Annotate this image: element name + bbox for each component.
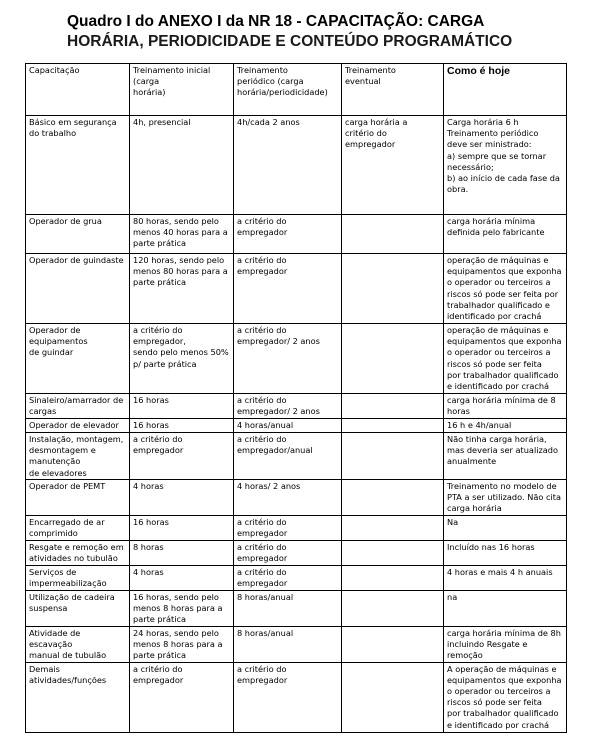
periodico-cell: a critério do empregador xyxy=(234,662,342,732)
table-row xyxy=(26,215,567,254)
periodico-cell: 4 horas/ 2 anos xyxy=(234,480,342,516)
eventual-cell xyxy=(342,480,444,516)
table-row xyxy=(26,480,567,516)
inicial-cell: 16 horas xyxy=(130,516,234,541)
como-e-hoje-cell: carga horária mínima definida pelo fabricante xyxy=(444,215,567,254)
inicial-cell: 16 horas, sendo pelo menos 8 horas para a parte prática xyxy=(130,591,234,627)
como-e-hoje-cell: Na xyxy=(444,516,567,541)
capacitacao-cell: Demais atividades/funções xyxy=(26,662,130,732)
periodico-cell: 4h/cada 2 anos xyxy=(234,116,342,215)
table-row xyxy=(26,433,567,480)
eventual-cell xyxy=(342,215,444,254)
inicial-cell: 4 horas xyxy=(130,480,234,516)
table-row xyxy=(26,516,567,541)
como-e-hoje-cell: carga horária mínima de 8 horas xyxy=(444,394,567,419)
eventual-cell xyxy=(342,394,444,419)
periodico-cell: a critério do empregador/ 2 anos xyxy=(234,394,342,419)
eventual-cell xyxy=(342,419,444,433)
como-e-hoje-cell: 16 h e 4h/anual xyxy=(444,419,567,433)
table-row xyxy=(26,394,567,419)
periodico-cell: 8 horas/anual xyxy=(234,591,342,627)
table-row xyxy=(26,566,567,591)
document-title xyxy=(67,12,547,52)
inicial-cell: a critério do empregador, sendo pelo menos 50% p/ parte prática xyxy=(130,324,234,394)
table-row xyxy=(26,419,567,433)
capacitacao-cell: Operador de guindaste xyxy=(26,254,130,324)
periodico-cell: a critério do empregador xyxy=(234,215,342,254)
capacitacao-cell: Operador de elevador xyxy=(26,419,130,433)
table-row xyxy=(26,626,567,662)
table-row xyxy=(26,116,567,215)
eventual-cell xyxy=(342,541,444,566)
inicial-cell: 80 horas, sendo pelo menos 40 horas para a parte prática xyxy=(130,215,234,254)
inicial-cell: 4h, presencial xyxy=(130,116,234,215)
header-treinamento-inicial: Treinamento inicial (carga horária) xyxy=(130,64,234,116)
header-como-e-hoje: Como é hoje xyxy=(444,64,567,116)
como-e-hoje-cell: operação de máquinas e equipamentos que exponha o operador ou terceiros a riscos só pode ser feita por trabalhador qualificado e identificado por crachá xyxy=(444,324,567,394)
como-e-hoje-cell: 4 horas e mais 4 h anuais xyxy=(444,566,567,591)
table-row xyxy=(26,324,567,394)
periodico-cell: a critério do empregador xyxy=(234,541,342,566)
eventual-cell xyxy=(342,324,444,394)
eventual-cell xyxy=(342,516,444,541)
eventual-cell: carga horária a critério do empregador xyxy=(342,116,444,215)
eventual-cell xyxy=(342,566,444,591)
inicial-cell: 24 horas, sendo pelo menos 8 horas para a parte prática xyxy=(130,626,234,662)
como-e-hoje-cell: Carga horária 6 h Treinamento periódico deve ser ministrado: a) sempre que se tornar necessário; b) ao início de cada fase da obra. xyxy=(444,116,567,215)
capacitacao-cell: Operador de grua xyxy=(26,215,130,254)
eventual-cell xyxy=(342,626,444,662)
table-row xyxy=(26,541,567,566)
table-header-row xyxy=(26,64,567,116)
capacitacao-cell: Básico em segurança do trabalho xyxy=(26,116,130,215)
capacitacao-cell: Utilização de cadeira suspensa xyxy=(26,591,130,627)
inicial-cell: 16 horas xyxy=(130,419,234,433)
capacitacao-cell: Encarregado de ar comprimido xyxy=(26,516,130,541)
header-treinamento-periodico: Treinamento periódico (carga horária/periodicidade) xyxy=(234,64,342,116)
capacitacao-cell: Operador de PEMT xyxy=(26,480,130,516)
title-line-2: HORÁRIA, PERIODICIDADE E CONTEÚDO PROGRAMÁTICO xyxy=(67,33,513,50)
como-e-hoje-cell: Não tinha carga horária, mas deveria ser atualizado anualmente xyxy=(444,433,567,480)
capacitacao-cell: Operador de equipamentos de guindar xyxy=(26,324,130,394)
inicial-cell: a critério do empregador xyxy=(130,433,234,480)
header-treinamento-eventual: Treinamento eventual xyxy=(342,64,444,116)
inicial-cell: a critério do empregador xyxy=(130,662,234,732)
periodico-cell: a critério do empregador/ 2 anos xyxy=(234,324,342,394)
como-e-hoje-cell: na xyxy=(444,591,567,627)
eventual-cell xyxy=(342,662,444,732)
inicial-cell: 16 horas xyxy=(130,394,234,419)
inicial-cell: 8 horas xyxy=(130,541,234,566)
capacitacao-cell: Atividade de escavação manual de tubulão xyxy=(26,626,130,662)
capacitacao-table xyxy=(25,63,567,733)
periodico-cell: a critério do empregador xyxy=(234,254,342,324)
capacitacao-cell: Instalação, montagem, desmontagem e manutenção de elevadores xyxy=(26,433,130,480)
eventual-cell xyxy=(342,433,444,480)
periodico-cell: a critério do empregador xyxy=(234,516,342,541)
title-line-1: Quadro I do ANEXO I da NR 18 - CAPACITAÇÃO: CARGA xyxy=(67,13,485,30)
periodico-cell: a critério do empregador/anual xyxy=(234,433,342,480)
inicial-cell: 4 horas xyxy=(130,566,234,591)
header-capacitacao: Capacitação xyxy=(26,64,130,116)
capacitacao-cell: Serviços de impermeabilização xyxy=(26,566,130,591)
periodico-cell: 4 horas/anual xyxy=(234,419,342,433)
capacitacao-cell: Sinaleiro/amarrador de cargas xyxy=(26,394,130,419)
periodico-cell: a critério do empregador xyxy=(234,566,342,591)
como-e-hoje-cell: Treinamento no modelo de PTA a ser utilizado. Não cita carga horária xyxy=(444,480,567,516)
capacitacao-cell: Resgate e remoção em atividades no tubulão xyxy=(26,541,130,566)
table-row xyxy=(26,591,567,627)
eventual-cell xyxy=(342,254,444,324)
inicial-cell: 120 horas, sendo pelo menos 80 horas para a parte prática xyxy=(130,254,234,324)
eventual-cell xyxy=(342,591,444,627)
periodico-cell: 8 horas/anual xyxy=(234,626,342,662)
como-e-hoje-cell: A operação de máquinas e equipamentos que exponha o operador ou terceiros a riscos só pode ser feita por trabalhador qualificado e identificado por crachá xyxy=(444,662,567,732)
como-e-hoje-cell: carga horária mínima de 8h incluindo Resgate e remoção xyxy=(444,626,567,662)
table-row xyxy=(26,662,567,732)
como-e-hoje-cell: Incluído nas 16 horas xyxy=(444,541,567,566)
como-e-hoje-cell: operação de máquinas e equipamentos que exponha o operador ou terceiros a riscos só pode ser feita por trabalhador qualificado e identificado por crachá xyxy=(444,254,567,324)
table-row xyxy=(26,254,567,324)
